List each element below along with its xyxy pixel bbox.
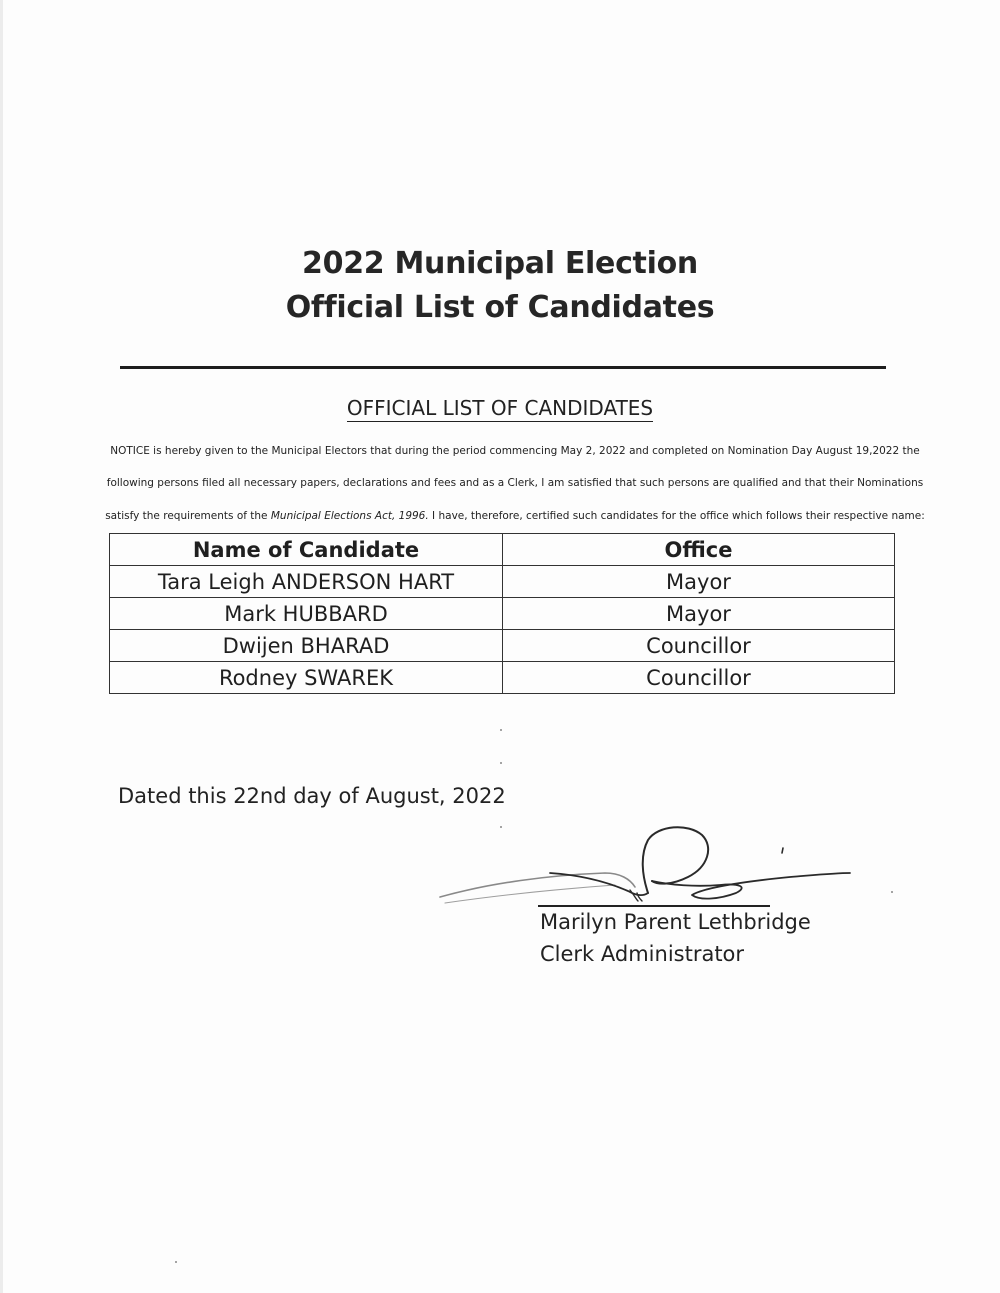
- section-heading: [0, 396, 1000, 420]
- candidate-office: Mayor: [503, 566, 895, 598]
- candidates-table: [109, 533, 895, 694]
- candidate-name: Dwijen BHARAD: [110, 630, 503, 662]
- scan-edge: [0, 0, 3, 1293]
- scan-speck: [891, 891, 893, 893]
- candidate-office: Councillor: [503, 630, 895, 662]
- table-row: [110, 598, 895, 630]
- signer-title: Clerk Administrator: [540, 942, 745, 966]
- notice-line-2: following persons filed all necessary papers, declarations and fees and as a Clerk, I am satisfied that such persons are qualified and that their Nominations: [106, 477, 924, 489]
- act-name: Municipal Elections Act, 1996.: [270, 510, 429, 522]
- notice-line-1: NOTICE is hereby given to the Municipal Electors that during the period commencing May 2, 2022 and completed on Nomination Day August 19,2022 the: [110, 445, 920, 457]
- section-heading-text: OFFICIAL LIST OF CANDIDATES: [346, 396, 654, 420]
- signature-image: [430, 815, 860, 915]
- column-header-name: Name of Candidate: [110, 534, 503, 566]
- horizontal-rule: [120, 366, 886, 369]
- notice-line-3-end: I have, therefore, certified such candidates for the office which follows their respective name:: [428, 510, 925, 522]
- dated-line: Dated this 22nd day of August, 2022: [118, 784, 506, 808]
- scan-speck: [500, 762, 502, 764]
- candidate-name: Tara Leigh ANDERSON HART: [110, 566, 503, 598]
- scan-speck: [175, 1261, 177, 1263]
- column-header-office: Office: [503, 534, 895, 566]
- table-row: [110, 630, 895, 662]
- table-row: [110, 662, 895, 694]
- table-header-row: [110, 534, 895, 566]
- scan-speck: [500, 729, 502, 731]
- candidate-name: Mark HUBBARD: [110, 598, 503, 630]
- notice-line-3: [80, 510, 950, 522]
- page-title-line-2: Official List of Candidates: [285, 290, 715, 325]
- signer-name: Marilyn Parent Lethbridge: [540, 910, 811, 934]
- table-row: [110, 566, 895, 598]
- page-title-line-1: 2022 Municipal Election: [302, 246, 698, 281]
- signature-line: [538, 905, 770, 907]
- candidate-office: Councillor: [503, 662, 895, 694]
- notice-line-3-start: satisfy the requirements of the: [105, 510, 271, 522]
- candidate-name: Rodney SWAREK: [110, 662, 503, 694]
- candidate-office: Mayor: [503, 598, 895, 630]
